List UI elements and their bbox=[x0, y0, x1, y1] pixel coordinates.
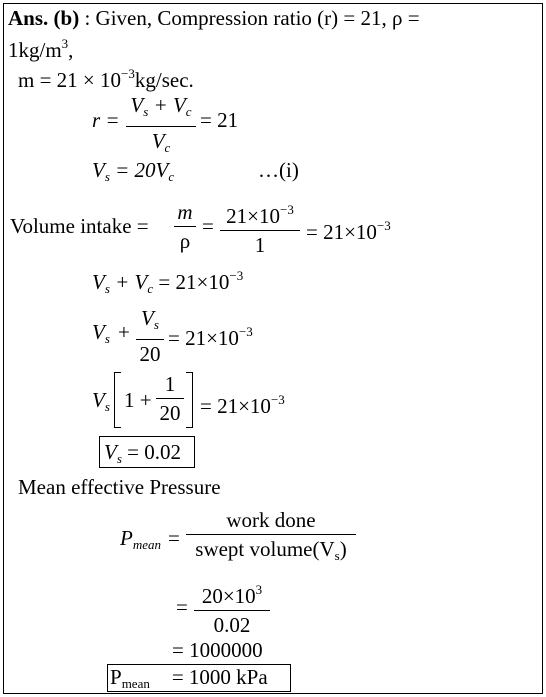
eq-r-lhs: r = bbox=[92, 108, 120, 132]
pmean-eq: = bbox=[168, 526, 180, 550]
mep-heading: Mean effective Pressure bbox=[18, 475, 221, 499]
pmean-lhs: $P_{mean}$ bbox=[120, 526, 161, 552]
volume-intake-label: Volume intake = bbox=[10, 214, 149, 238]
answer-heading bbox=[8, 6, 420, 30]
eq6-inner: 1 + bbox=[124, 388, 152, 412]
volume-intake-rhs: = $21\times 10^{-3}$ bbox=[306, 218, 391, 244]
eq5-fraction: $V_s$ 20 bbox=[136, 306, 164, 366]
left-bracket bbox=[114, 372, 121, 428]
solution-frame bbox=[3, 3, 543, 694]
calc-eq: = bbox=[176, 595, 188, 619]
calc-result: = 1000000 bbox=[172, 638, 263, 662]
eq6-lhs: $V_s$ bbox=[92, 388, 110, 414]
answer-label: Ans. (b) bbox=[8, 6, 80, 30]
eq-ref-i: …(i) bbox=[258, 158, 299, 182]
density-value: $1kg/m^3$, bbox=[8, 36, 74, 62]
mass-flow-value: $m = 21 \times 10^{-3}kg/\sec$. bbox=[18, 66, 194, 92]
volume-intake-fraction-1: m ρ bbox=[174, 200, 196, 253]
eq5-lhs: $V_s$ bbox=[92, 320, 110, 346]
volume-intake-eq: = bbox=[202, 214, 214, 238]
eq5-plus: + bbox=[118, 320, 130, 344]
eq6-fraction: 1 20 bbox=[156, 372, 184, 425]
given-text: : Given, Compression ratio (r) = 21, ρ = bbox=[84, 6, 420, 30]
final-result: $P_{mean} = 1000$ kPa bbox=[110, 665, 268, 691]
pmean-fraction: work done swept $volume(V_s)$ bbox=[186, 508, 356, 568]
eq-vs-relation: $V_s = 20V_c$ bbox=[92, 158, 175, 184]
eq-r-fraction: $V_s + V_c$ $V_c$ bbox=[126, 93, 196, 160]
right-bracket bbox=[186, 372, 193, 428]
eq-sum-volumes: $V_s + V_c = 21\times 10^{-3}$ bbox=[92, 268, 244, 296]
eq6-rhs: = $21\times 10^{-3}$ bbox=[200, 392, 285, 418]
calc-fraction: $20\times 10^3$ 0.02 bbox=[194, 578, 270, 637]
eq-r-rhs: = 21 bbox=[200, 108, 239, 132]
volume-intake-fraction-2: $21\times 10^{-3}$ 1 bbox=[220, 198, 300, 257]
eq5-rhs: = $21\times 10^{-3}$ bbox=[168, 324, 253, 350]
result-vs: $V_s = 0.02$ bbox=[104, 440, 181, 466]
